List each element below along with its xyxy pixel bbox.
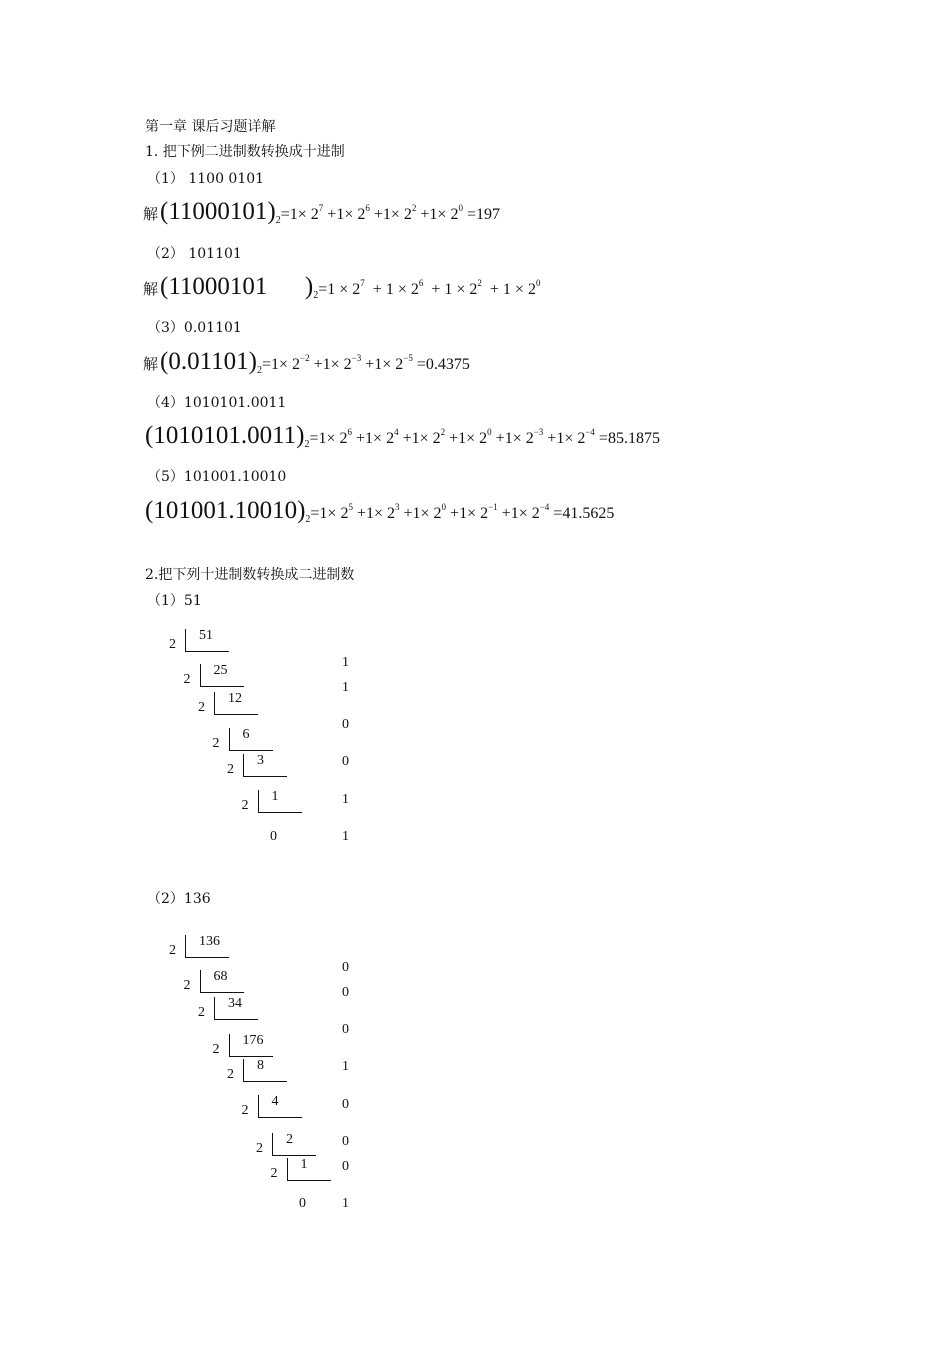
expansion bbox=[262, 353, 470, 373]
bracket-horizontal bbox=[258, 1117, 302, 1118]
divisor: 2 bbox=[198, 1005, 205, 1020]
bracket-vertical bbox=[200, 970, 201, 992]
expansion-term: +1× 2 bbox=[491, 430, 534, 447]
bracket-horizontal bbox=[287, 1180, 331, 1181]
equation-2 bbox=[143, 273, 540, 301]
bracket-horizontal bbox=[243, 776, 287, 777]
bracket-horizontal bbox=[272, 1155, 316, 1156]
quotient: 1 bbox=[300, 1157, 308, 1172]
exponent: 6 bbox=[347, 427, 353, 437]
expansion-term: +1× 2 bbox=[352, 505, 395, 522]
equation-3 bbox=[143, 348, 470, 376]
divisor: 2 bbox=[270, 1166, 278, 1181]
expansion-term: + 1 × 2 bbox=[481, 281, 536, 298]
item-label-4: （4）1010101.0011 bbox=[147, 395, 287, 411]
binary-number: (1010101.0011) bbox=[145, 422, 305, 449]
divisor: 2 bbox=[212, 736, 220, 751]
bracket-horizontal bbox=[185, 651, 229, 652]
bracket-horizontal bbox=[229, 1056, 273, 1057]
expansion-term: +1× 2 bbox=[416, 206, 459, 223]
bracket-horizontal bbox=[258, 812, 302, 813]
divisor: 2 bbox=[198, 700, 205, 715]
exponent: 7 bbox=[318, 203, 324, 213]
item-label-5: （5）101001.10010 bbox=[147, 469, 287, 485]
divisor: 2 bbox=[169, 943, 176, 958]
solution-mark: 解 bbox=[143, 207, 159, 223]
expansion-term: =197 bbox=[462, 206, 500, 223]
expansion-term: +1× 2 bbox=[309, 356, 352, 373]
divisor: 2 bbox=[241, 798, 249, 813]
base-subscript: 2 bbox=[275, 215, 281, 226]
part-2-label: （2）136 bbox=[147, 891, 211, 907]
bracket-horizontal bbox=[214, 1019, 258, 1020]
item-label-2: （2） 101101 bbox=[147, 246, 242, 262]
exponent: 0 bbox=[441, 502, 447, 512]
exponent: 6 bbox=[418, 278, 424, 288]
quotient: 51 bbox=[199, 628, 213, 643]
exponent: 0 bbox=[535, 278, 541, 288]
bracket-vertical bbox=[272, 1133, 273, 1155]
bracket-vertical bbox=[243, 754, 244, 776]
exponent: −3 bbox=[533, 427, 544, 437]
divisor: 2 bbox=[241, 1103, 249, 1118]
expansion-term: =85.1875 bbox=[594, 430, 660, 447]
bracket-horizontal bbox=[185, 957, 229, 958]
quotient: 8 bbox=[257, 1058, 264, 1073]
remainder: 1 bbox=[342, 792, 349, 807]
expansion-term: =1× 2 bbox=[309, 430, 348, 447]
chapter-title: 第一章 课后习题详解 bbox=[145, 119, 276, 135]
bracket-horizontal bbox=[200, 992, 244, 993]
divisor: 2 bbox=[227, 762, 234, 777]
expansion bbox=[310, 502, 615, 522]
bracket-vertical bbox=[229, 1034, 230, 1056]
exponent: 0 bbox=[458, 203, 463, 213]
remainder: 1 bbox=[342, 1196, 349, 1211]
final-quotient: 0 bbox=[270, 829, 277, 844]
bracket-vertical bbox=[214, 692, 215, 714]
exponent: −2 bbox=[300, 353, 310, 363]
divisor: 2 bbox=[183, 978, 191, 993]
solution-mark: 解 bbox=[143, 282, 159, 298]
expansion-term: +1× 2 bbox=[445, 430, 488, 447]
bracket-vertical bbox=[229, 728, 230, 750]
exponent: 0 bbox=[487, 427, 492, 437]
divisor: 2 bbox=[256, 1141, 263, 1156]
bracket-horizontal bbox=[200, 686, 244, 687]
equation-5 bbox=[145, 497, 614, 525]
bracket-horizontal bbox=[229, 750, 273, 751]
expansion-term: + 1 × 2 bbox=[423, 281, 478, 298]
quotient: 176 bbox=[242, 1033, 264, 1048]
bracket-vertical bbox=[200, 664, 201, 686]
equation-4 bbox=[145, 422, 660, 450]
expansion-term: +1× 2 bbox=[369, 206, 412, 223]
remainder: 0 bbox=[342, 985, 349, 1000]
expansion-term: +1× 2 bbox=[361, 356, 404, 373]
exponent: 7 bbox=[360, 278, 365, 288]
remainder: 0 bbox=[342, 1134, 349, 1149]
part-1-label: （1）51 bbox=[147, 593, 202, 609]
remainder: 1 bbox=[342, 680, 349, 695]
item-label-1: （1） 1100 0101 bbox=[147, 171, 265, 187]
remainder: 0 bbox=[342, 960, 349, 975]
quotient: 2 bbox=[286, 1132, 293, 1147]
base-subscript: 2 bbox=[313, 290, 319, 301]
solution-mark: 解 bbox=[143, 357, 159, 373]
exponent: 2 bbox=[440, 427, 446, 437]
exponent: 4 bbox=[394, 427, 399, 437]
final-quotient: 0 bbox=[299, 1196, 306, 1211]
base-subscript: 2 bbox=[257, 365, 262, 376]
exponent: 2 bbox=[477, 278, 482, 288]
remainder: 0 bbox=[342, 1159, 349, 1174]
bracket-vertical bbox=[258, 790, 259, 812]
exponent: 6 bbox=[365, 203, 370, 213]
remainder: 0 bbox=[342, 717, 349, 732]
bracket-horizontal bbox=[243, 1081, 287, 1082]
exponent: 5 bbox=[348, 502, 353, 512]
remainder: 0 bbox=[342, 754, 349, 769]
expansion-term: =41.5625 bbox=[549, 505, 615, 522]
binary-number: (0.01101) bbox=[160, 348, 257, 375]
exponent: −1 bbox=[488, 502, 498, 512]
remainder: 0 bbox=[342, 1022, 349, 1037]
base-subscript: 2 bbox=[304, 439, 310, 450]
bracket-horizontal bbox=[214, 714, 258, 715]
base-subscript: 2 bbox=[305, 514, 311, 525]
divisor: 2 bbox=[183, 672, 191, 687]
binary-number: (11000101) bbox=[160, 198, 276, 225]
exponent: −4 bbox=[585, 427, 595, 437]
expansion bbox=[280, 203, 500, 223]
exponent: 2 bbox=[411, 203, 417, 213]
binary-number: (11000101 ) bbox=[160, 273, 314, 300]
bracket-vertical bbox=[287, 1158, 288, 1180]
remainder: 1 bbox=[342, 829, 349, 844]
exponent: −5 bbox=[403, 353, 413, 363]
expansion-term: =1 × 2 bbox=[318, 281, 361, 298]
quotient: 1 bbox=[271, 789, 279, 804]
exponent: −4 bbox=[539, 502, 550, 512]
remainder: 1 bbox=[342, 1059, 349, 1074]
expansion-term: +1× 2 bbox=[543, 430, 586, 447]
quotient: 68 bbox=[213, 969, 228, 984]
bracket-vertical bbox=[185, 629, 186, 651]
quotient: 12 bbox=[228, 691, 242, 706]
quotient: 3 bbox=[257, 753, 264, 768]
expansion bbox=[318, 278, 541, 298]
expansion-term: +1× 2 bbox=[399, 505, 442, 522]
expansion bbox=[309, 427, 660, 447]
quotient: 4 bbox=[271, 1094, 279, 1109]
divisor: 2 bbox=[212, 1042, 220, 1057]
expansion-term: =0.4375 bbox=[412, 356, 470, 373]
expansion-term: +1× 2 bbox=[497, 505, 540, 522]
expansion-term: =1× 2 bbox=[310, 505, 349, 522]
item-label-3: （3）0.01101 bbox=[147, 320, 242, 336]
question-2-title: 2.把下列十进制数转换成二进制数 bbox=[145, 567, 355, 583]
quotient: 34 bbox=[228, 996, 242, 1011]
equation-1 bbox=[143, 198, 500, 226]
bracket-vertical bbox=[185, 935, 186, 957]
bracket-vertical bbox=[214, 997, 215, 1019]
exponent: 3 bbox=[395, 502, 400, 512]
exponent: −3 bbox=[351, 353, 362, 363]
expansion-term: +1× 2 bbox=[352, 430, 395, 447]
expansion-term: +1× 2 bbox=[446, 505, 489, 522]
expansion-term: +1× 2 bbox=[398, 430, 441, 447]
expansion-term: =1× 2 bbox=[262, 356, 301, 373]
remainder: 0 bbox=[342, 1097, 349, 1112]
quotient: 6 bbox=[242, 727, 250, 742]
divisor: 2 bbox=[169, 637, 176, 652]
binary-number: (101001.10010) bbox=[145, 497, 306, 524]
quotient: 25 bbox=[213, 663, 228, 678]
question-1-title: 1. 把下例二进制数转换成十进制 bbox=[145, 144, 345, 160]
remainder: 1 bbox=[342, 655, 349, 670]
divisor: 2 bbox=[227, 1067, 234, 1082]
quotient: 136 bbox=[199, 934, 220, 949]
expansion-term: =1× 2 bbox=[280, 206, 319, 223]
bracket-vertical bbox=[258, 1095, 259, 1117]
bracket-vertical bbox=[243, 1059, 244, 1081]
expansion-term: + 1 × 2 bbox=[364, 281, 419, 298]
expansion-term: +1× 2 bbox=[323, 206, 366, 223]
